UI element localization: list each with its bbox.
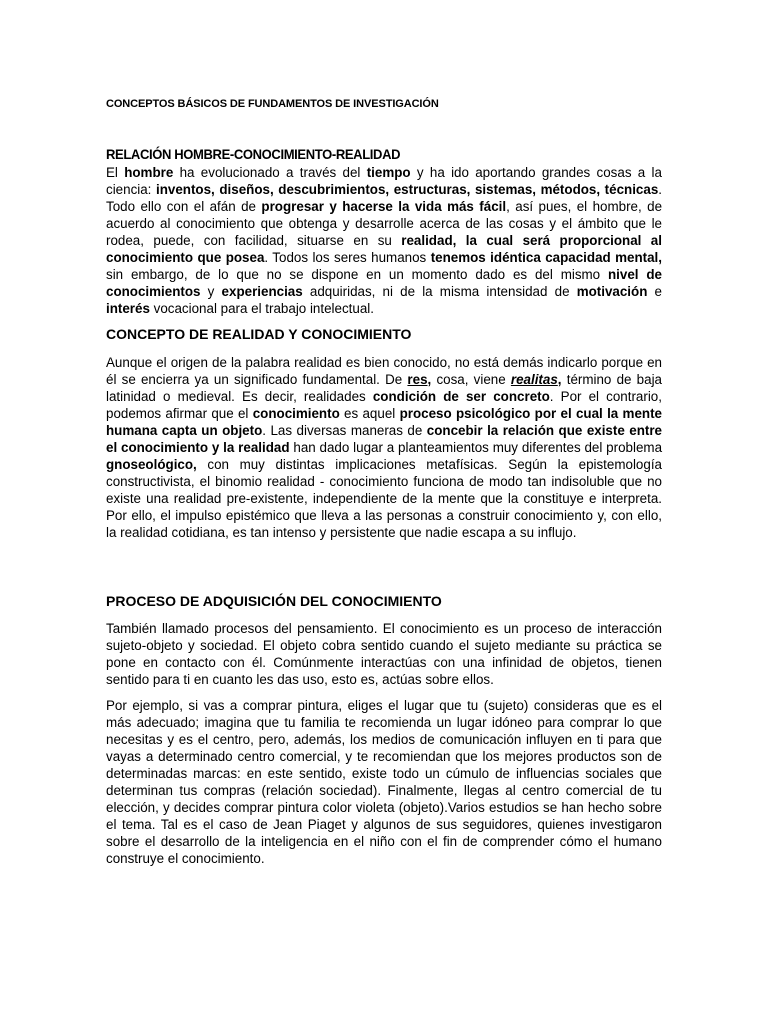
text-run: con muy distintas implicaciones metafísicas. Según la epistemología constructivista, el binomio realidad - conocimiento funciona de modo tan indisoluble que no existe una realidad pre-existente, independiente de la mente que la constituye e interpreta. Por ello, el impulso epistémico que lleva a las personas a construir conocimiento y, con ello, la realidad cotidiana, es tan intenso y persistente que nadie escapa a su influjo. <box>106 457 662 540</box>
text-run: ha evolucionado a través del <box>173 165 367 180</box>
bold-text-run: , <box>557 372 562 387</box>
paragraph-proceso-2: Por ejemplo, si vas a comprar pintura, eliges el lugar que tu (sujeto) consideras que es el más adecuado; imagina que tu familia te recomienda un lugar idóneo para comprar lo que necesitas y es el centro, pero, además, los medios de comunicación influyen en ti para que vayas a determinado centro comercial, y te recomiendan que los mejores productos son de determinadas marcas: en este sentido, existe todo un cúmulo de influencias sociales que determinan tus compras (relación sociedad). Finalmente, llegas al centro comercial de tu elección, y decides comprar pintura color violeta (objeto).Varios estudios se han hecho sobre el tema. Tal es el caso de Jean Piaget y algunos de sus seguidores, quienes investigaron sobre el desarrollo de la inteligencia en el niño con el fin de comprender cómo el humano construye el conocimiento. <box>106 698 662 866</box>
paragraph-proceso-1: También llamado procesos del pensamiento. El conocimiento es un proceso de interacción sujeto-objeto y sociedad. El objeto cobra sentido cuando el sujeto mediante su práctica se pone en contacto con él. Comúnmente interactúas con una infinidad de objetos, tienen sentido para ti en cuanto les das uso, esto es, actúas sobre ellos. <box>106 621 662 687</box>
section-heading-proceso: PROCESO DE ADQUISICIÓN DEL CONOCIMIENTO <box>106 593 442 609</box>
text-run: cosa, viene <box>431 372 511 387</box>
bold-text-run: inventos, diseños, descubrimientos, estructuras, sistemas, métodos, técnicas <box>156 182 659 197</box>
bold-text-run: motivación <box>576 284 648 299</box>
text-run: y ha ido aportando grandes cosas a la ciencia: <box>106 165 662 197</box>
bold-text-run: hombre <box>124 165 174 180</box>
bold-text-run: interés <box>106 301 150 316</box>
text-run: vocacional para el trabajo intelectual. <box>149 301 374 316</box>
bold-text-run: tiempo <box>366 165 411 180</box>
bold-text-run: proceso psicológico por el cual la mente humana capta un objeto <box>106 406 662 438</box>
bold-text-run: nivel de conocimientos <box>106 267 662 299</box>
bold-text-run: conocimiento <box>252 406 340 421</box>
text-run: y <box>200 284 222 299</box>
text-run: Aunque el origen de la palabra realidad es bien conocido, no está demás indicarlo porque en él se encierra ya un significado fundamental. De <box>106 355 662 387</box>
text-run: , así pues, el hombre, de acuerdo al conocimiento que obtenga y desarrolle acerca de las cosas y el ámbito que le rodea, puede, con facilidad, situarse en su <box>106 199 663 248</box>
paragraph-relacion <box>106 164 662 317</box>
bold-text-run: realitas <box>510 372 558 387</box>
paragraph-concepto <box>106 354 662 541</box>
bold-text-run: condición de ser concreto <box>372 389 550 404</box>
text-run: . Las diversas maneras de <box>262 423 427 438</box>
text-run: es aquel <box>339 406 400 421</box>
bold-text-run: res, <box>407 372 432 387</box>
bold-text-run: experiencias <box>221 284 303 299</box>
text-run: sin embargo, de lo que no se dispone en un momento dado es del mismo <box>106 267 608 282</box>
text-run: . Por el contrario, podemos afirmar que el <box>106 389 662 421</box>
text-run: han dado lugar a planteamientos muy diferentes del problema <box>289 440 663 455</box>
text-run: El <box>106 165 125 180</box>
text-run: adquiridas, ni de la misma intensidad de <box>302 284 577 299</box>
bold-text-run: tenemos idéntica capacidad mental, <box>430 250 662 265</box>
text-run: término de baja latinidad o medieval. Es decir, realidades <box>106 372 662 404</box>
bold-text-run: gnoseológico, <box>106 457 197 472</box>
text-run: . Todo ello con el afán de <box>106 182 663 214</box>
bold-text-run: progresar y hacerse la vida más fácil <box>261 199 507 214</box>
document-title: CONCEPTOS BÁSICOS DE FUNDAMENTOS DE INVESTIGACIÓN <box>106 98 439 110</box>
text-run: . Todos los seres humanos <box>264 250 431 265</box>
bold-text-run: realidad, la cual será proporcional al conocimiento que posea <box>106 233 662 265</box>
bold-text-run: concebir la relación que existe entre el conocimiento y la realidad <box>106 423 662 455</box>
section-heading-concepto: CONCEPTO DE REALIDAD Y CONOCIMIENTO <box>106 326 412 342</box>
text-run: e <box>647 284 662 299</box>
section-heading-relacion: RELACIÓN HOMBRE-CONOCIMIENTO-REALIDAD <box>106 146 401 162</box>
